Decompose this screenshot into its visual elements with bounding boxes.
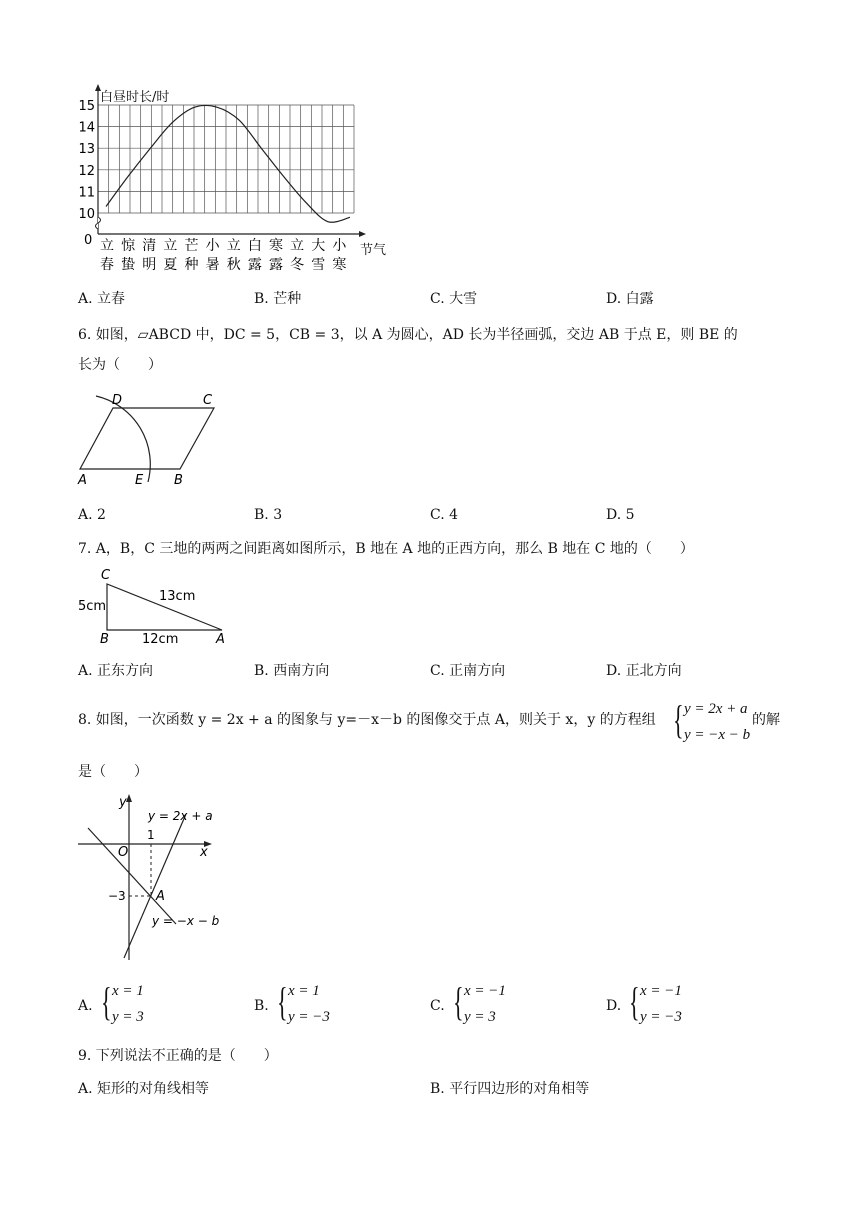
y-tick-label: 11 (78, 185, 95, 201)
x-axis-label: 节气 (360, 243, 387, 258)
q8-option-b-brace: { (277, 979, 288, 1024)
x-tick-label: 立 (163, 238, 178, 254)
q9-option-b[interactable]: B. 平行四边形的对角相等 (430, 1081, 590, 1097)
q5-option-d[interactable]: D. 白露 (606, 291, 654, 307)
x-tick-labels (100, 237, 347, 273)
q8-option-b[interactable] (254, 978, 404, 1030)
q8-system-brace: { (673, 697, 684, 742)
line-yxb-label: y = −x − b (152, 914, 220, 928)
x-tick-label: 夏 (163, 257, 178, 273)
q8-option-b-letter: B. (254, 998, 269, 1014)
q8-option-d-letter: D. (606, 998, 622, 1014)
label-B: B (174, 473, 183, 488)
q9-option-a[interactable]: A. 矩形的对角线相等 (78, 1081, 210, 1097)
x-axis-arrow (359, 231, 366, 237)
q8-stem-line1-end: 的解 (752, 712, 780, 728)
x-tick-label: 暑 (205, 257, 220, 273)
q6-stem-line1: 6. 如图，▱ABCD 中，DC = 5，CB = 3，以 A 为圆心，AD 长为半径画弧，交边 AB 于点 E，则 BE 的 (78, 327, 738, 343)
x-tick-label: 立 (100, 238, 114, 254)
q8-option-a-x: x = 1 (112, 983, 144, 999)
x-tick-label: 冬 (290, 257, 305, 273)
y-tick-label: 13 (78, 142, 95, 158)
y-tick-label: 12 (78, 163, 95, 179)
q9-stem: 9. 下列说法不正确的是（ ） (78, 1048, 278, 1064)
q8-system-bottom: y = −x − b (684, 727, 751, 743)
q7-option-c[interactable]: C. 正南方向 (430, 663, 506, 679)
q8-option-a-brace: { (101, 979, 112, 1024)
daylight-curve (106, 105, 350, 222)
q8-option-c-y: y = 3 (464, 1009, 496, 1025)
linear-functions-figure (76, 792, 236, 964)
x-tick-label: 清 (142, 238, 157, 254)
x-tick-label: 种 (184, 257, 199, 273)
x-tick-label: 惊 (121, 238, 136, 254)
q8-option-b-y: y = −3 (288, 1009, 330, 1025)
label-C: C (203, 393, 213, 408)
side-ca-length: 13cm (159, 589, 196, 604)
x-tick-label: 芒 (184, 238, 199, 254)
side-ba-length: 12cm (142, 632, 179, 646)
label-A: A (216, 632, 225, 646)
x-tick-label: 小 (205, 238, 220, 254)
q8-option-c[interactable] (430, 978, 580, 1030)
tick-minus3-label: −3 (108, 889, 126, 903)
q8-option-a-letter: A. (78, 998, 93, 1014)
x-tick-label: 寒 (332, 257, 347, 273)
q5-option-b[interactable]: B. 芒种 (254, 291, 302, 307)
side-cb-length: 5cm (78, 599, 107, 614)
q8-option-a-y: y = 3 (112, 1009, 144, 1025)
x-tick-label: 雪 (311, 257, 326, 273)
q6-option-d[interactable]: D. 5 (606, 507, 635, 523)
label-D: D (112, 393, 123, 408)
parallelogram-figure (76, 390, 226, 490)
point-A-label: A (156, 889, 165, 904)
label-E: E (135, 473, 144, 488)
q8-option-d-x: x = −1 (640, 983, 682, 999)
y-axis-label: 白昼时长/时 (100, 90, 170, 105)
q8-option-c-brace: { (453, 979, 464, 1024)
label-B: B (100, 632, 109, 646)
y-tick-label: 14 (78, 120, 95, 136)
x-tick-label: 立 (290, 238, 305, 254)
x-tick-label: 露 (247, 257, 262, 273)
q8-stem-line1: 8. 如图，一次函数 y = 2x + a 的图象与 y=－x－b 的图像交于点 A，则关于 x，y 的方程组 (78, 712, 656, 728)
x-tick-label: 立 (226, 238, 241, 254)
y-tick-label: 15 (78, 99, 95, 114)
y-tick-label: 0 (84, 233, 93, 248)
origin-label: O (118, 845, 129, 860)
q8-option-b-x: x = 1 (288, 983, 320, 999)
q8-option-d-brace: { (629, 979, 640, 1024)
x-tick-label: 春 (100, 257, 114, 273)
x-tick-label: 白 (247, 238, 262, 254)
q5-option-a[interactable]: A. 立春 (78, 291, 126, 307)
x-tick-label: 蛰 (121, 257, 136, 273)
triangle-figure (76, 564, 236, 646)
label-C: C (101, 568, 111, 583)
q7-stem: 7. A，B，C 三地的两两之间距离如图所示，B 地在 A 地的正西方向，那么 B 地在 C 地的（ ） (78, 541, 694, 557)
q8-stem-line2: 是（ ） (78, 764, 148, 780)
x-tick-label: 明 (142, 257, 157, 273)
x-tick-label: 秋 (226, 257, 241, 273)
daylight-chart (78, 84, 398, 274)
chart-axes (95, 84, 366, 237)
q8-option-d[interactable] (606, 978, 756, 1030)
q6-option-a[interactable]: A. 2 (78, 507, 106, 523)
q7-option-a[interactable]: A. 正东方向 (78, 663, 154, 679)
x-tick-label: 寒 (268, 238, 283, 254)
q7-option-b[interactable]: B. 西南方向 (254, 663, 330, 679)
tick-one-label: 1 (147, 828, 155, 842)
y-tick-label: 10 (78, 207, 95, 222)
x-tick-label: 大 (311, 238, 326, 254)
q7-option-d[interactable]: D. 正北方向 (606, 663, 682, 679)
x-tick-label: 小 (332, 238, 347, 254)
q6-stem-line2: 长为（ ） (78, 357, 162, 373)
chart-grid (98, 105, 354, 213)
label-A: A (78, 473, 87, 488)
axis-break (96, 217, 101, 229)
x-axis-label: x (200, 845, 208, 860)
q6-option-c[interactable]: C. 4 (430, 507, 459, 523)
q8-system-top: y = 2x + a (684, 701, 748, 717)
q8-option-d-y: y = −3 (640, 1009, 682, 1025)
y-axis-label: y (119, 795, 127, 810)
q6-option-b[interactable]: B. 3 (254, 507, 283, 523)
q8-option-a[interactable] (78, 978, 228, 1030)
line-y2xa-label: y = 2x + a (148, 809, 213, 823)
q5-option-c[interactable]: C. 大雪 (430, 291, 478, 307)
q8-option-c-x: x = −1 (464, 983, 506, 999)
q8-option-c-letter: C. (430, 998, 445, 1014)
y-tick-labels (78, 99, 95, 248)
x-tick-label: 露 (268, 257, 283, 273)
